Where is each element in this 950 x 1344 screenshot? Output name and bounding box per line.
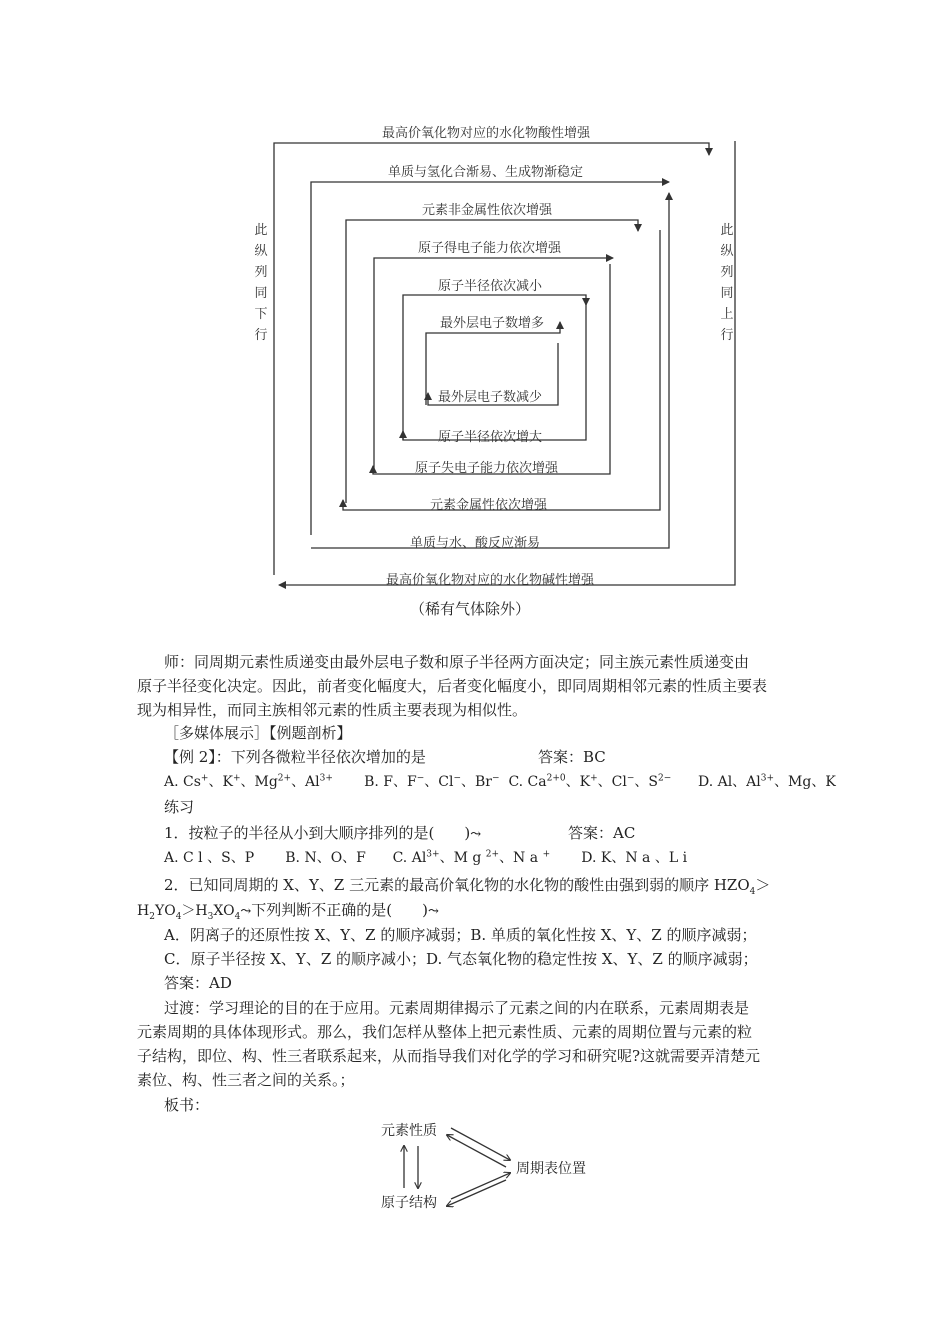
board-element-properties: 元素性质 xyxy=(381,1123,437,1139)
media-heading: ［多媒体展示］【例题剖析】 xyxy=(164,724,352,742)
label-column-up: 此纵列同上行 xyxy=(720,223,734,343)
question2-text: 2．已知同周期的 X、Y、Z 三元素的最高价氧化物的水化物的酸性由强到弱的顺序 HZO xyxy=(164,876,750,894)
practice-heading: 练习 xyxy=(164,798,195,816)
question1: 1．按粒子的半径从小到大顺序排列的是( )⤳ xyxy=(164,824,482,842)
label-radius-decrease: 原子半径依次减小 xyxy=(438,279,543,294)
question1-text: 1．按粒子的半径从小到大顺序排列的是( ) xyxy=(164,824,471,842)
question2-option-cd: C．原子半径按 X、Y、Z 的顺序减小；D. 气态氧化物的稳定性按 X、Y、Z 的顺序减弱； xyxy=(164,950,758,968)
label-electrons-decrease: 最外层电子数减少 xyxy=(438,390,543,405)
para1-line3: 现为相异性，而同主族相邻元素的性质主要表现为相似性。 xyxy=(137,701,528,719)
label-gain-electron: 原子得电子能力依次增强 xyxy=(418,241,562,256)
question2-line2: $H_2YO_4>H_3XO_4⤳$下列判断不正确的是( )⤳ xyxy=(137,901,439,922)
question1-options: A. C l 、S、P B. N、O、F C. $Al^{3+}$、M g $^{2+}$、N a + D. K、N a 、L i xyxy=(164,849,688,866)
transition-line4: 素位、构、性三者之间的关系。； xyxy=(137,1071,355,1089)
board-atomic-structure: 原子结构 xyxy=(381,1195,437,1211)
label-lose-electron: 原子失电子能力依次增强 xyxy=(415,461,559,476)
label-radius-increase: 原子半径依次增大 xyxy=(438,430,543,445)
label-electrons-increase: 最外层电子数增多 xyxy=(440,316,545,331)
label-metal: 元素金属性依次增强 xyxy=(430,498,548,513)
para1-line2: 原子半径变化决定。因此，前者变化幅度大，后者变化幅度小，即同周期相邻元素的性质主要表 xyxy=(137,677,768,695)
transition-line2: 元素周期的具体体现形式。那么，我们怎样从整体上把元素性质、元素的周期位置与元素的粒 xyxy=(137,1023,753,1041)
label-hydride-stability: 单质与氢化合渐易、生成物渐稳定 xyxy=(388,165,584,180)
para1-line1: 师：同周期元素性质递变由最外层电子数和原子半径两方面决定；同主族元素性质递变由 xyxy=(164,653,750,671)
question2-option-ab: A．阴离子的还原性按 X、Y、Z 的顺序减弱；B. 单质的氧化性按 X、Y、Z 的顺序减弱； xyxy=(164,926,757,944)
label-base-strength: 最高价氧化物对应的水化物碱性增强 xyxy=(386,573,595,588)
label-water-acid-reaction: 单质与水、酸反应渐易 xyxy=(410,536,541,551)
label-acid-strength: 最高价氧化物对应的水化物酸性增强 xyxy=(382,126,591,141)
transition-line3: 子结构，即位、构、性三者联系起来，从而指导我们对化学的学习和研究呢?这就需要弄清楚元 xyxy=(137,1047,761,1065)
example2-question: 【例 2】：下列各微粒半径依次增加的是 xyxy=(164,748,426,766)
board-periodic-position: 周期表位置 xyxy=(516,1161,586,1177)
example2-answer: 答案：BC xyxy=(538,748,606,766)
board-heading: 板书： xyxy=(164,1096,210,1114)
question1-answer: 答案：AC xyxy=(568,824,636,842)
diagram-caption: （稀有气体除外） xyxy=(410,600,531,618)
question2-answer: 答案：AD xyxy=(164,974,232,992)
question2-text-cont: 下列判断不正确的是( ) xyxy=(251,901,428,919)
example2-options: A. Cs+、K+、$Mg^{2+}$、$Al^{3+}$ B. F、F−、Cl−、Br− C. $Ca^{2+0}$、K+、Cl−、$S^{2-}$ D. Al、$Al^{3+}$、Mg、K xyxy=(164,773,836,790)
transition-line1: 过渡：学习理论的目的在于应用。元素周期律揭示了元素之间的内在联系，元素周期表是 xyxy=(164,999,750,1017)
label-nonmetal: 元素非金属性依次增强 xyxy=(422,203,553,218)
question2-line1: 2．已知同周期的 X、Y、Z 三元素的最高价氧化物的水化物的酸性由强到弱的顺序 $HZO_4>$ xyxy=(164,876,771,897)
label-column-down: 此纵列同下行 xyxy=(254,223,268,343)
